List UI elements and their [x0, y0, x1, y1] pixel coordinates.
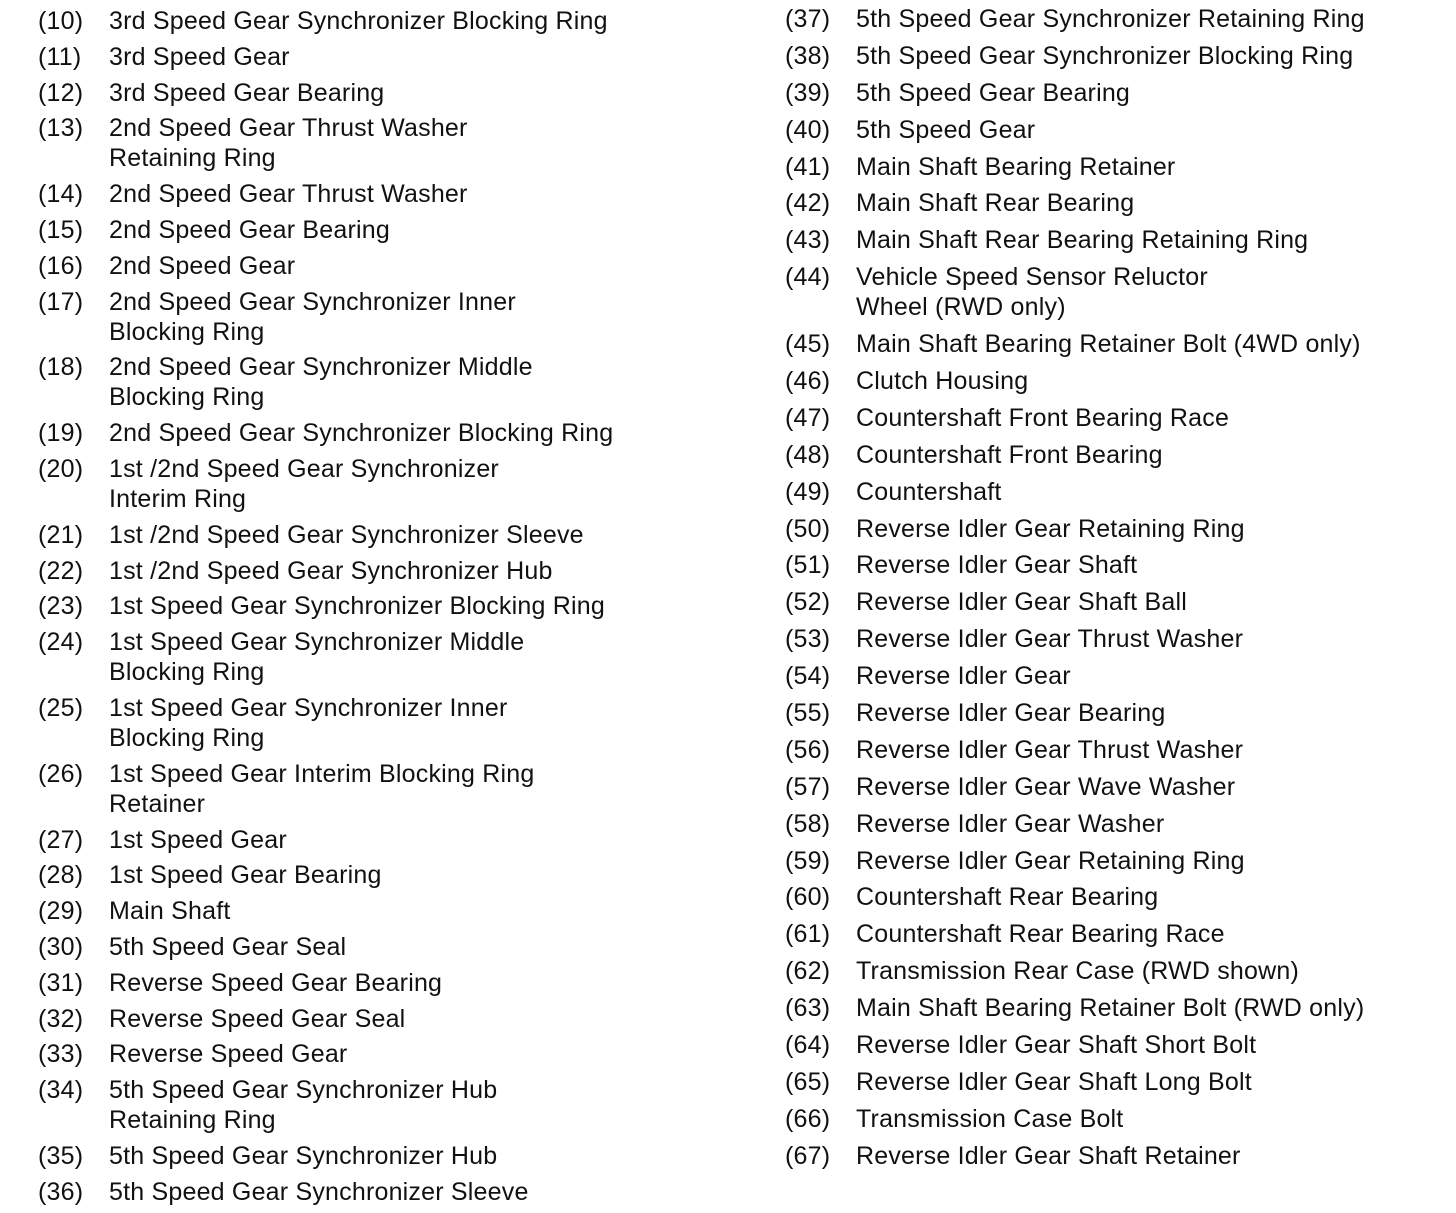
part-number: (32)	[38, 1004, 84, 1033]
parts-list-item	[785, 78, 1450, 108]
parts-list-item	[38, 693, 738, 753]
parts-list-item	[785, 262, 1450, 322]
part-number: (43)	[785, 226, 831, 255]
part-number: (22)	[38, 556, 84, 585]
part-description: Reverse Idler Gear Shaft	[856, 551, 1138, 580]
part-description: Main Shaft Rear Bearing	[856, 189, 1135, 218]
parts-list-item	[785, 1067, 1450, 1097]
parts-list-item	[785, 329, 1450, 359]
parts-list-item	[785, 661, 1450, 691]
part-description: 1st Speed Gear Bearing	[109, 861, 382, 890]
part-description: 2nd Speed Gear Thrust Washer	[109, 180, 468, 209]
part-description: 5th Speed Gear Synchronizer Retaining Ring	[856, 5, 1365, 33]
part-number: (39)	[785, 78, 831, 107]
part-description: 3rd Speed Gear Bearing	[109, 78, 385, 107]
part-number: (46)	[785, 367, 831, 396]
parts-list-item	[38, 113, 738, 173]
part-description: Reverse Speed Gear	[109, 1040, 348, 1069]
part-description: Countershaft Front Bearing Race	[856, 403, 1230, 432]
part-number: (57)	[785, 772, 831, 801]
part-description: 2nd Speed Gear Synchronizer Blocking Ring	[109, 419, 614, 448]
part-number: (63)	[785, 994, 831, 1023]
parts-list-item	[785, 587, 1450, 617]
parts-list-item	[785, 550, 1450, 580]
part-description: Reverse Idler Gear Retaining Ring	[856, 514, 1245, 543]
parts-list-item	[38, 759, 738, 819]
part-description: Reverse Idler Gear Shaft Short Bolt	[856, 1031, 1257, 1060]
part-description: 5th Speed Gear Synchronizer Blocking Ring	[856, 41, 1354, 70]
parts-list-item	[785, 4, 1450, 34]
parts-list-item	[785, 225, 1450, 255]
part-description: Main Shaft Bearing Retainer	[856, 152, 1176, 181]
part-number: (65)	[785, 1067, 831, 1096]
parts-list-item	[38, 556, 738, 586]
part-description: Main Shaft Bearing Retainer Bolt (RWD only)	[856, 994, 1365, 1023]
parts-list-item	[785, 477, 1450, 507]
part-description: Transmission Rear Case (RWD shown)	[856, 957, 1300, 986]
parts-list-item	[785, 403, 1450, 433]
parts-list-item	[38, 215, 738, 245]
part-description: 5th Speed Gear Synchronizer Sleeve	[109, 1177, 529, 1206]
parts-list-item	[38, 968, 738, 998]
part-description: 5th Speed Gear Seal	[109, 932, 347, 961]
part-description: 3rd Speed Gear Synchronizer Blocking Ring	[109, 7, 608, 35]
part-number: (48)	[785, 440, 831, 469]
parts-list-item	[785, 366, 1450, 396]
part-number: (26)	[38, 759, 84, 788]
parts-list-item	[785, 956, 1450, 986]
parts-list-item	[785, 993, 1450, 1023]
part-description: Main Shaft Bearing Retainer Bolt (4WD only)	[856, 330, 1361, 359]
parts-list-item	[38, 1177, 738, 1207]
parts-list-item	[785, 152, 1450, 182]
parts-list-item	[785, 188, 1450, 218]
part-number: (33)	[38, 1040, 84, 1069]
parts-list-item	[38, 251, 738, 281]
parts-list-item	[38, 352, 738, 412]
part-number: (16)	[38, 251, 84, 280]
parts-list-item	[785, 846, 1450, 876]
part-description: 1st /2nd Speed Gear Synchronizer Sleeve	[109, 520, 584, 549]
part-description: 5th Speed Gear Bearing	[856, 78, 1131, 107]
part-description: Reverse Idler Gear Washer	[856, 809, 1165, 838]
parts-list-item	[38, 896, 738, 926]
part-number: (13)	[38, 114, 84, 143]
parts-list-item	[38, 6, 738, 36]
part-description: Reverse Idler Gear Bearing	[856, 699, 1166, 728]
part-description: Reverse Idler Gear Wave Washer	[856, 772, 1236, 801]
parts-list-item	[785, 41, 1450, 71]
parts-list-item	[785, 1141, 1450, 1171]
part-number: (20)	[38, 454, 84, 483]
part-description: 2nd Speed Gear	[109, 251, 296, 280]
parts-list-item	[38, 42, 738, 72]
part-description: 5th Speed Gear Synchronizer Hub	[109, 1141, 498, 1170]
parts-list-item	[38, 418, 738, 448]
parts-list-item	[38, 627, 738, 687]
part-number: (15)	[38, 215, 84, 244]
part-description: Transmission Case Bolt	[856, 1104, 1124, 1133]
part-description: Reverse Idler Gear Thrust Washer	[856, 625, 1244, 654]
part-number: (35)	[38, 1141, 84, 1170]
part-description: 1st /2nd Speed Gear Synchronizer Hub	[109, 556, 553, 585]
part-number: (25)	[38, 693, 84, 722]
parts-list-item	[785, 772, 1450, 802]
part-description: Reverse Idler Gear	[856, 662, 1071, 691]
part-number: (67)	[785, 1141, 831, 1170]
part-description: Reverse Idler Gear Shaft Long Bolt	[856, 1067, 1252, 1096]
part-description: Countershaft Rear Bearing	[856, 883, 1159, 912]
part-number: (54)	[785, 662, 831, 691]
part-description: 1st Speed Gear Synchronizer Blocking Ring	[109, 592, 605, 621]
part-number: (23)	[38, 592, 84, 621]
parts-list-item	[785, 1104, 1450, 1134]
part-description: 2nd Speed Gear Synchronizer Inner Blocking Ring	[109, 287, 516, 346]
parts-list-item	[785, 919, 1450, 949]
part-number: (30)	[38, 932, 84, 961]
part-description: Reverse Speed Gear Seal	[109, 1004, 406, 1033]
parts-list-item	[38, 179, 738, 209]
part-number: (40)	[785, 115, 831, 144]
part-number: (62)	[785, 957, 831, 986]
part-number: (11)	[38, 42, 82, 71]
part-description: Main Shaft Rear Bearing Retaining Ring	[856, 226, 1309, 255]
part-number: (45)	[785, 330, 831, 359]
parts-list-item	[38, 1141, 738, 1171]
part-description: Reverse Idler Gear Thrust Washer	[856, 735, 1244, 764]
part-number: (42)	[785, 189, 831, 218]
parts-list-item	[785, 440, 1450, 470]
parts-list-item	[38, 1004, 738, 1034]
part-description: 1st Speed Gear Synchronizer Middle Blocking Ring	[109, 628, 525, 687]
part-number: (41)	[785, 152, 831, 181]
part-description: 1st Speed Gear	[109, 825, 287, 854]
part-number: (31)	[38, 968, 84, 997]
part-number: (12)	[38, 78, 84, 107]
part-number: (14)	[38, 180, 84, 209]
parts-list-item	[38, 860, 738, 890]
parts-list-item	[785, 882, 1450, 912]
part-number: (61)	[785, 920, 831, 949]
part-description: Countershaft Rear Bearing Race	[856, 920, 1225, 949]
part-description: 2nd Speed Gear Bearing	[109, 215, 390, 244]
part-number: (66)	[785, 1104, 831, 1133]
parts-list-item	[38, 825, 738, 855]
part-number: (18)	[38, 353, 84, 382]
parts-list-item	[38, 78, 738, 108]
part-number: (21)	[38, 520, 84, 549]
part-number: (53)	[785, 625, 831, 654]
parts-list-item	[785, 115, 1450, 145]
parts-list-item	[38, 1039, 738, 1069]
part-number: (44)	[785, 263, 831, 292]
parts-list-item	[38, 1075, 738, 1135]
parts-list-item	[38, 591, 738, 621]
part-number: (10)	[38, 7, 84, 35]
part-description: Countershaft Front Bearing	[856, 440, 1163, 469]
part-number: (28)	[38, 861, 84, 890]
part-number: (59)	[785, 846, 831, 875]
part-number: (24)	[38, 628, 84, 657]
part-description: 1st Speed Gear Interim Blocking Ring Retainer	[109, 759, 535, 818]
part-number: (17)	[38, 287, 84, 316]
part-description: Reverse Idler Gear Shaft Ball	[856, 588, 1187, 617]
part-number: (51)	[785, 551, 831, 580]
parts-list-item	[38, 932, 738, 962]
part-description: Vehicle Speed Sensor Reluctor Wheel (RWD only)	[856, 263, 1208, 322]
parts-list-item	[38, 287, 738, 347]
part-number: (38)	[785, 41, 831, 70]
part-description: 5th Speed Gear Synchronizer Hub Retaining Ring	[109, 1076, 498, 1135]
part-description: Reverse Speed Gear Bearing	[109, 968, 443, 997]
part-number: (55)	[785, 699, 831, 728]
part-number: (47)	[785, 403, 831, 432]
part-number: (29)	[38, 897, 84, 926]
parts-list-item	[785, 1030, 1450, 1060]
part-number: (27)	[38, 825, 84, 854]
part-number: (58)	[785, 809, 831, 838]
part-description: 1st /2nd Speed Gear Synchronizer Interim Ring	[109, 454, 499, 513]
parts-list-item	[785, 698, 1450, 728]
part-description: Reverse Idler Gear Retaining Ring	[856, 846, 1245, 875]
part-description: Main Shaft	[109, 897, 231, 926]
parts-list-left-column	[38, 6, 738, 1213]
part-number: (52)	[785, 588, 831, 617]
part-number: (49)	[785, 477, 831, 506]
part-number: (36)	[38, 1177, 84, 1206]
part-description: 5th Speed Gear	[856, 115, 1036, 144]
part-number: (50)	[785, 514, 831, 543]
parts-list-item	[38, 520, 738, 550]
part-number: (19)	[38, 419, 84, 448]
part-number: (64)	[785, 1031, 831, 1060]
part-description: 2nd Speed Gear Thrust Washer Retaining Ring	[109, 114, 468, 173]
part-number: (56)	[785, 735, 831, 764]
parts-list-item	[785, 809, 1450, 839]
part-description: 3rd Speed Gear	[109, 42, 290, 71]
parts-list-item	[38, 454, 738, 514]
part-number: (34)	[38, 1076, 84, 1105]
parts-list-item	[785, 735, 1450, 765]
parts-list-item	[785, 514, 1450, 544]
part-description: Clutch Housing	[856, 367, 1029, 396]
part-number: (60)	[785, 883, 831, 912]
part-number: (37)	[785, 5, 831, 33]
parts-list-item	[785, 624, 1450, 654]
part-description: 2nd Speed Gear Synchronizer Middle Blocking Ring	[109, 353, 533, 412]
part-description: Reverse Idler Gear Shaft Retainer	[856, 1141, 1241, 1170]
part-description: Countershaft	[856, 477, 1002, 506]
parts-list-right-column	[785, 4, 1450, 1178]
part-description: 1st Speed Gear Synchronizer Inner Blocking Ring	[109, 693, 508, 752]
